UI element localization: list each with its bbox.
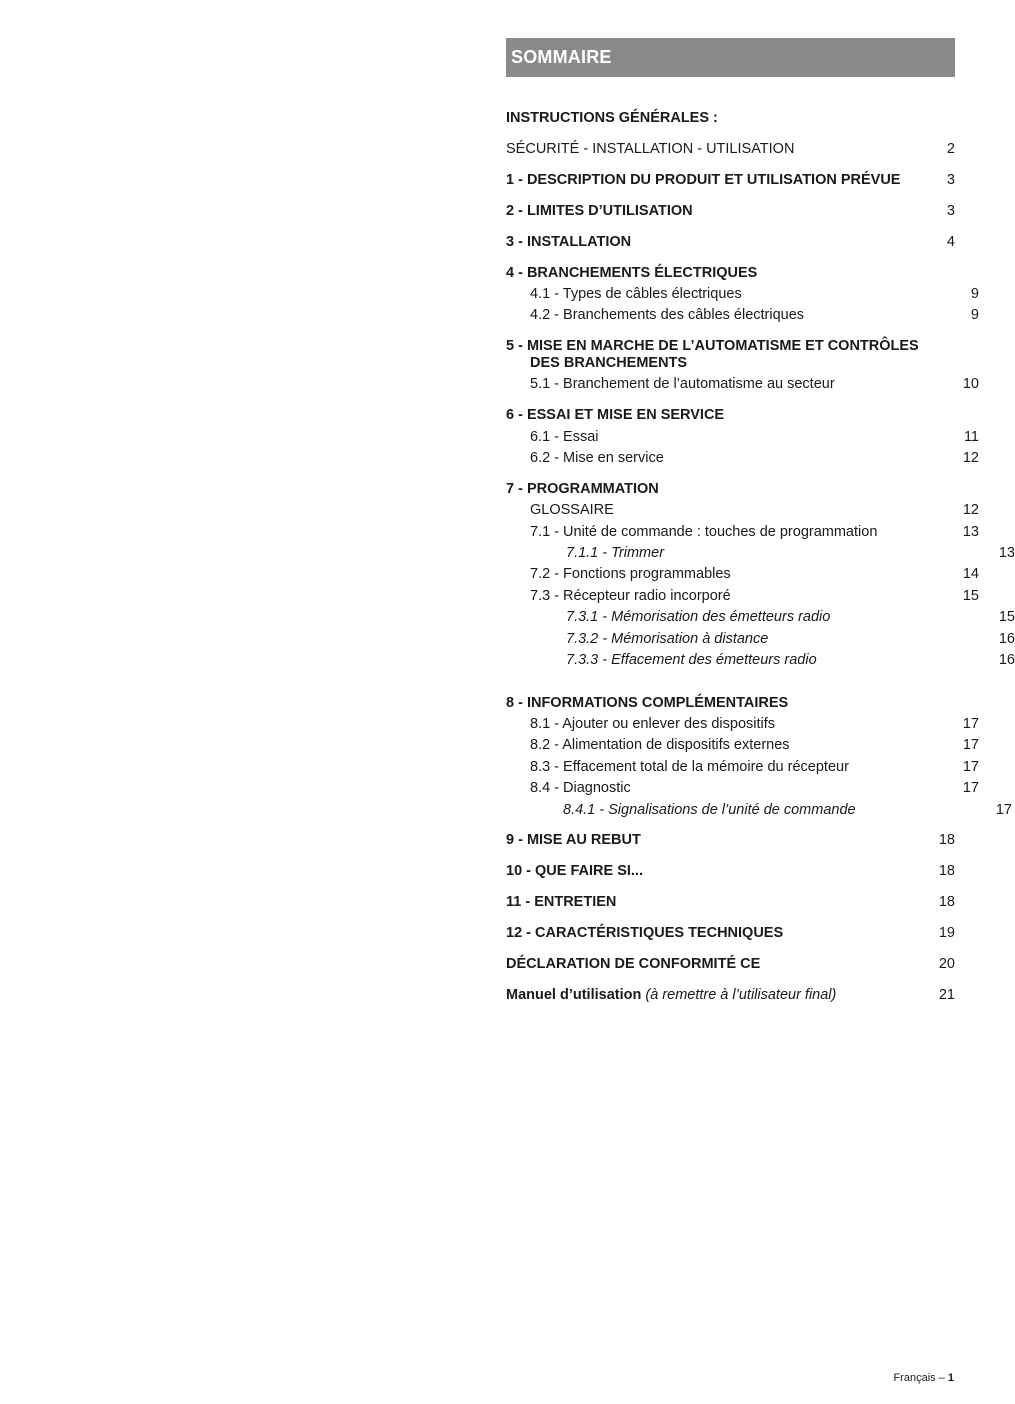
toc-entry-label: 4.2 - Branchements des câbles électriques [530, 307, 805, 323]
footer-language: Français – [893, 1372, 945, 1384]
toc-entry-label: 8.3 - Effacement total de la mémoire du récepteur [530, 759, 849, 775]
toc-page-number: 3 [946, 203, 955, 219]
toc-entry-8-3 [506, 758, 979, 776]
toc-general-heading: INSTRUCTIONS GÉNÉRALES : [506, 110, 718, 126]
toc-entry-label: 11 - ENTRETIEN [506, 894, 617, 910]
toc-entry-label: 7.3 - Récepteur radio incorporé [530, 588, 731, 604]
toc-entry-10 [506, 862, 955, 880]
toc-entry-label: 8.1 - Ajouter ou enlever des dispositifs [530, 716, 776, 732]
toc-entry-label: Manuel d’utilisation [506, 987, 642, 1003]
toc-entry-8-2 [506, 736, 979, 754]
toc-entry-5-1 [506, 375, 979, 393]
toc-title: SOMMAIRE [511, 47, 612, 67]
toc-entry-label: 8.4 - Diagnostic [530, 780, 631, 796]
toc-entry-label: 8.2 - Alimentation de dispositifs externes [530, 737, 790, 753]
toc-entry-5-line1: 5 - MISE EN MARCHE DE L’AUTOMATISME ET CONTRÔLES [506, 338, 919, 354]
toc-entry-note: (à remettre à l’utilisateur final) [645, 987, 837, 1003]
toc-entry-label: 10 - QUE FAIRE SI... [506, 863, 643, 879]
toc-entry-11 [506, 893, 955, 911]
footer-page-number: 1 [947, 1372, 954, 1384]
toc-page-number: 11 [963, 429, 979, 445]
toc-entry-label: 9 - MISE AU REBUT [506, 832, 641, 848]
toc-entry-label: 7.3.2 - Mémorisation à distance [566, 631, 769, 647]
toc-entry-4-1 [506, 285, 979, 303]
toc-entry-7-3 [506, 587, 979, 605]
toc-entry-6-1 [506, 428, 979, 446]
toc-entry-label: 7.1.1 - Trimmer [566, 545, 665, 561]
toc-page-number: 2 [946, 141, 955, 157]
toc-page-number: 20 [938, 956, 955, 972]
toc-entry-7-2 [506, 565, 979, 583]
toc-entry-label: GLOSSAIRE [530, 502, 614, 518]
toc-entry-manual [506, 986, 955, 1004]
toc-entry-label: 7.3.3 - Effacement des émetteurs radio [566, 652, 817, 668]
toc-entry-safety [506, 140, 955, 158]
toc-page-number: 12 [962, 450, 979, 466]
toc-page-number: 16 [998, 631, 1015, 647]
toc-page-number: 14 [962, 566, 979, 582]
toc-entry-label: 4.1 - Types de câbles électriques [530, 286, 742, 302]
toc-entry-label: DÉCLARATION DE CONFORMITÉ CE [506, 956, 761, 972]
toc-entry-1 [506, 171, 955, 189]
toc-entry-7-3-2 [506, 630, 1015, 648]
toc-entry-8-1 [506, 715, 979, 733]
toc-entry-glossary [506, 501, 979, 519]
toc-page-number: 13 [962, 524, 979, 540]
toc-entry-label: 6.1 - Essai [530, 429, 599, 445]
toc-entry-label: SÉCURITÉ - INSTALLATION - UTILISATION [506, 141, 795, 157]
toc-entry-8-4 [506, 779, 979, 797]
toc-page-number: 19 [938, 925, 955, 941]
toc-entry-7-1 [506, 523, 979, 541]
toc-header [506, 38, 955, 77]
toc-entry-6-2 [506, 449, 979, 467]
toc-entry-4-2 [506, 306, 979, 324]
toc-page-number: 10 [962, 376, 979, 392]
toc-page-number: 15 [962, 588, 979, 604]
toc-entry-label: 3 - INSTALLATION [506, 234, 632, 250]
toc-page-number: 16 [998, 652, 1015, 668]
toc-entry-5-line2: DES BRANCHEMENTS [530, 355, 688, 371]
toc-page-number: 12 [962, 502, 979, 518]
toc-entry-4: 4 - BRANCHEMENTS ÉLECTRIQUES [506, 265, 758, 281]
toc-page-number: 17 [962, 780, 979, 796]
toc-entry-7-1-1 [506, 544, 1015, 562]
toc-page-number: 13 [998, 545, 1015, 561]
toc-entry-3 [506, 233, 955, 251]
toc-entry-9 [506, 831, 955, 849]
toc-page-number: 17 [995, 802, 1012, 818]
toc-entry-8: 8 - INFORMATIONS COMPLÉMENTAIRES [506, 695, 789, 711]
toc-entry-label: 7.2 - Fonctions programmables [530, 566, 731, 582]
toc-entry-2 [506, 202, 955, 220]
toc-entry-label: 1 - DESCRIPTION DU PRODUIT ET UTILISATION PRÉVUE [506, 172, 901, 188]
toc-entry-ce [506, 955, 955, 973]
toc-page-number: 17 [962, 759, 979, 775]
toc-page-number: 17 [962, 737, 979, 753]
toc-page-number: 21 [938, 987, 955, 1003]
toc-page-number: 18 [938, 863, 955, 879]
toc-entry-label: 6.2 - Mise en service [530, 450, 664, 466]
toc-entry-12 [506, 924, 955, 942]
toc-page-number: 3 [946, 172, 955, 188]
toc-entry-7-3-1 [506, 608, 1015, 626]
toc-page-number: 9 [970, 307, 979, 323]
toc-page-number: 4 [946, 234, 955, 250]
toc-entry-7-3-3 [506, 651, 1015, 669]
toc-entry-8-4-1 [506, 801, 1012, 819]
page-footer [893, 1372, 954, 1384]
toc-entry-label: 2 - LIMITES D’UTILISATION [506, 203, 693, 219]
toc-page-number: 18 [938, 894, 955, 910]
toc-entry-label: 12 - CARACTÉRISTIQUES TECHNIQUES [506, 925, 784, 941]
toc-page-number: 17 [962, 716, 979, 732]
toc-entry-label: 5.1 - Branchement de l’automatisme au secteur [530, 376, 835, 392]
toc-entry-label: 7.3.1 - Mémorisation des émetteurs radio [566, 609, 831, 625]
table-of-contents [506, 38, 1015, 1003]
toc-entry-6: 6 - ESSAI ET MISE EN SERVICE [506, 407, 725, 423]
toc-entry-7: 7 - PROGRAMMATION [506, 481, 659, 497]
toc-entry-label: 8.4.1 - Signalisations de l’unité de commande [563, 802, 856, 818]
toc-page-number: 18 [938, 832, 955, 848]
toc-entry-label: 7.1 - Unité de commande : touches de programmation [530, 524, 878, 540]
toc-page-number: 9 [970, 286, 979, 302]
toc-page-number: 15 [998, 609, 1015, 625]
